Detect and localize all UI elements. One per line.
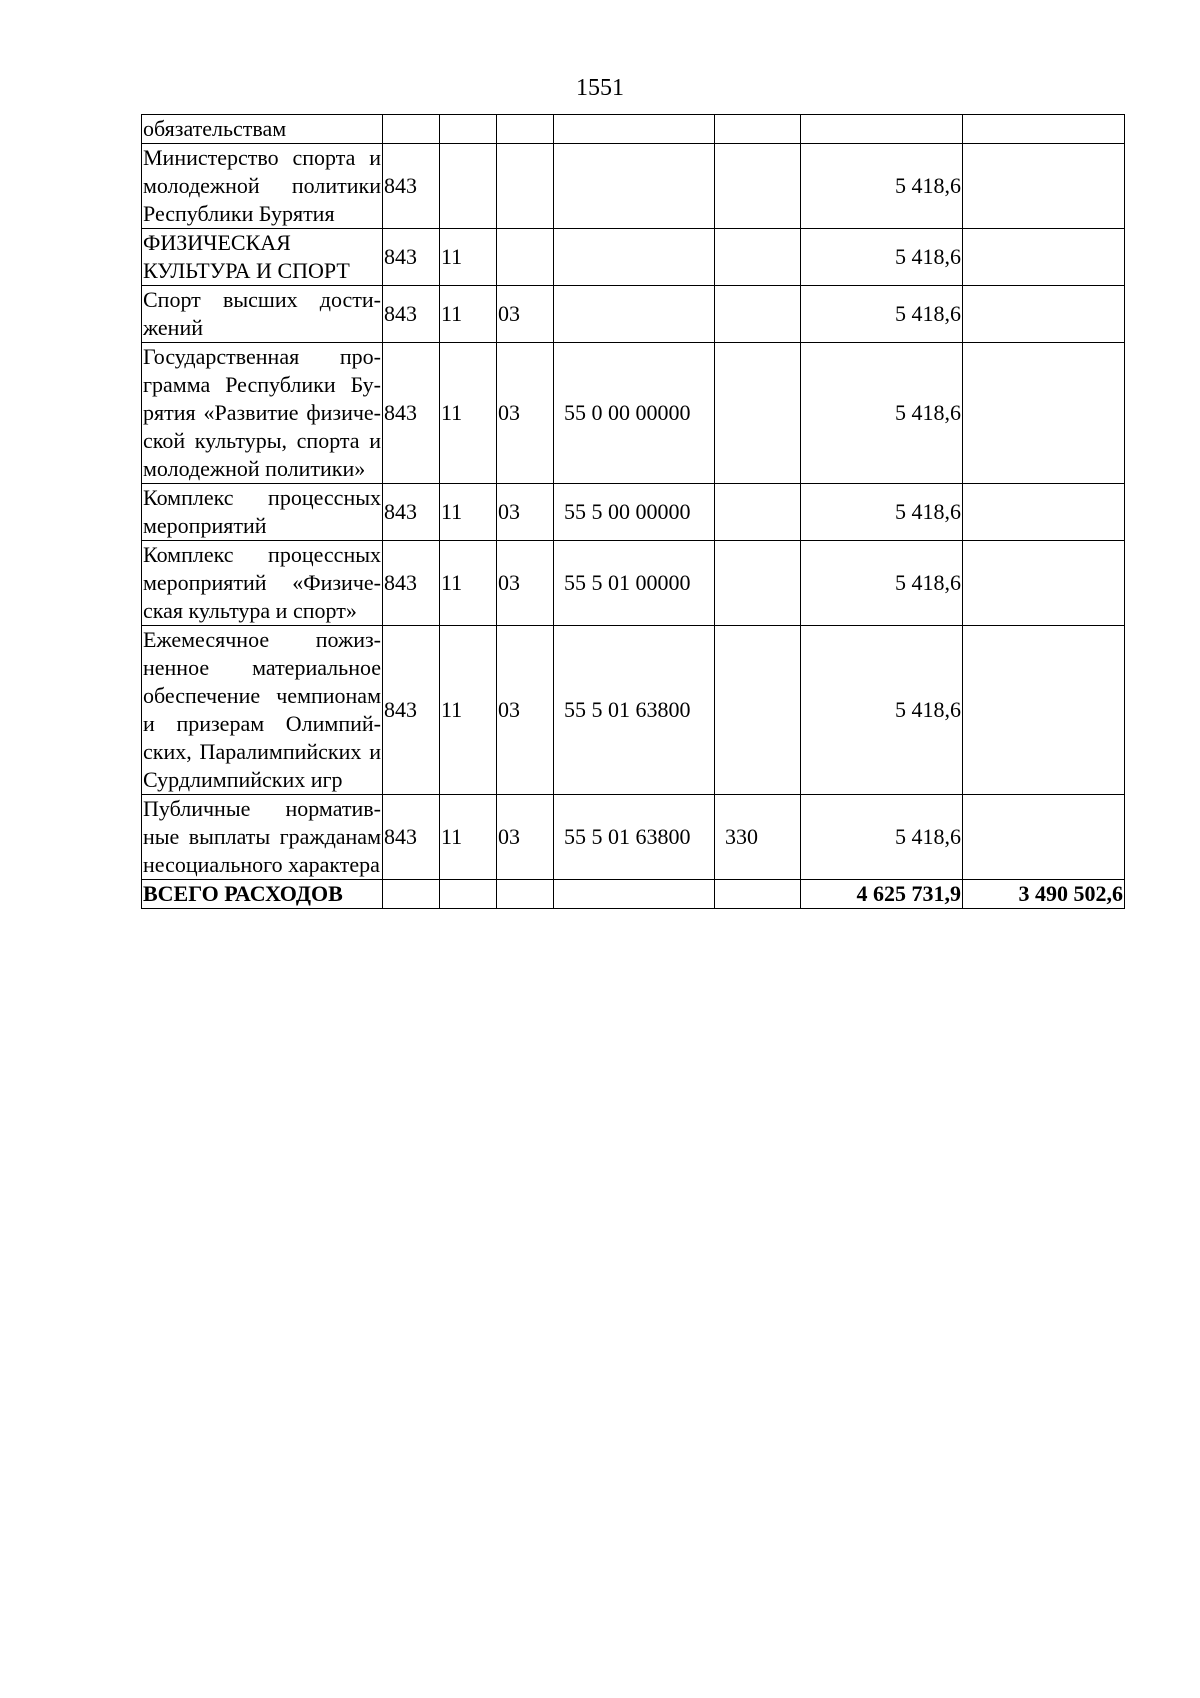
vr-cell: 330 [715, 795, 801, 880]
rz-cell: 11 [440, 343, 497, 484]
row-name: обязательствам [142, 115, 383, 144]
row-name: Публичные норматив-ные выплаты гражданам несоциального характера [142, 795, 383, 880]
row-name: Ежемесячное пожиз-ненное материальное обеспечение чемпионам и призерам Олимпий-ских, Паралимпийских и Сурдлимпийских игр [142, 626, 383, 795]
row-name: Государственная про-грамма Республики Бу-рятия «Развитие физиче-ской культуры, спорта и молодежной политики» [142, 343, 383, 484]
rz-cell: 11 [440, 286, 497, 343]
pr-cell: 03 [497, 484, 554, 541]
vr-cell [715, 626, 801, 795]
rz-cell: 11 [440, 484, 497, 541]
grbs-cell [383, 115, 440, 144]
table-row [142, 343, 1125, 484]
rz-cell [440, 144, 497, 229]
sum2-cell [963, 484, 1125, 541]
row-name: Комплекс процессных мероприятий [142, 484, 383, 541]
vr-cell [715, 484, 801, 541]
rz-cell: 11 [440, 626, 497, 795]
vr-cell [715, 115, 801, 144]
pr-cell [497, 229, 554, 286]
sum2-cell [963, 541, 1125, 626]
sum2-cell [963, 115, 1125, 144]
sum1-cell: 5 418,6 [801, 541, 963, 626]
sum1-cell: 5 418,6 [801, 144, 963, 229]
vr-cell [715, 144, 801, 229]
sum2-cell [963, 144, 1125, 229]
vr-cell [715, 541, 801, 626]
pr-cell: 03 [497, 541, 554, 626]
grbs-cell: 843 [383, 229, 440, 286]
empty-cell [715, 880, 801, 909]
sum1-cell: 5 418,6 [801, 343, 963, 484]
total-label: ВСЕГО РАСХОДОВ [142, 880, 383, 909]
grbs-cell: 843 [383, 343, 440, 484]
sum2-cell [963, 229, 1125, 286]
budget-table [141, 114, 1125, 909]
sum2-cell [963, 343, 1125, 484]
empty-cell [554, 880, 715, 909]
pr-cell: 03 [497, 286, 554, 343]
total-sum2: 3 490 502,6 [963, 880, 1125, 909]
csr-cell [554, 144, 715, 229]
table-row [142, 229, 1125, 286]
empty-cell [383, 880, 440, 909]
table-row [142, 115, 1125, 144]
sum1-cell: 5 418,6 [801, 484, 963, 541]
grbs-cell: 843 [383, 541, 440, 626]
csr-cell: 55 5 00 00000 [554, 484, 715, 541]
pr-cell: 03 [497, 343, 554, 484]
grbs-cell: 843 [383, 795, 440, 880]
empty-cell [497, 880, 554, 909]
sum1-cell [801, 115, 963, 144]
table-row [142, 626, 1125, 795]
total-row [142, 880, 1125, 909]
pr-cell: 03 [497, 626, 554, 795]
sum1-cell: 5 418,6 [801, 795, 963, 880]
grbs-cell: 843 [383, 484, 440, 541]
table-row [142, 795, 1125, 880]
table-row [142, 286, 1125, 343]
sum2-cell [963, 286, 1125, 343]
csr-cell: 55 0 00 00000 [554, 343, 715, 484]
grbs-cell: 843 [383, 626, 440, 795]
grbs-cell: 843 [383, 144, 440, 229]
sum2-cell [963, 626, 1125, 795]
total-sum1: 4 625 731,9 [801, 880, 963, 909]
csr-cell: 55 5 01 00000 [554, 541, 715, 626]
pr-cell [497, 115, 554, 144]
row-name: ФИЗИЧЕСКАЯ КУЛЬТУРА И СПОРТ [142, 229, 383, 286]
row-name: Спорт высших дости-жений [142, 286, 383, 343]
sum1-cell: 5 418,6 [801, 286, 963, 343]
csr-cell [554, 286, 715, 343]
sum1-cell: 5 418,6 [801, 229, 963, 286]
table-row [142, 144, 1125, 229]
csr-cell [554, 115, 715, 144]
csr-cell [554, 229, 715, 286]
rz-cell [440, 115, 497, 144]
pr-cell [497, 144, 554, 229]
vr-cell [715, 286, 801, 343]
rz-cell: 11 [440, 229, 497, 286]
vr-cell [715, 343, 801, 484]
row-name: Комплекс процессных мероприятий «Физиче-ская культура и спорт» [142, 541, 383, 626]
vr-cell [715, 229, 801, 286]
sum1-cell: 5 418,6 [801, 626, 963, 795]
grbs-cell: 843 [383, 286, 440, 343]
empty-cell [440, 880, 497, 909]
pr-cell: 03 [497, 795, 554, 880]
csr-cell: 55 5 01 63800 [554, 626, 715, 795]
rz-cell: 11 [440, 795, 497, 880]
table-row [142, 541, 1125, 626]
table-row [142, 484, 1125, 541]
sum2-cell [963, 795, 1125, 880]
csr-cell: 55 5 01 63800 [554, 795, 715, 880]
row-name: Министерство спорта и молодежной политики Республики Бурятия [142, 144, 383, 229]
page-number: 1551 [576, 75, 624, 101]
rz-cell: 11 [440, 541, 497, 626]
